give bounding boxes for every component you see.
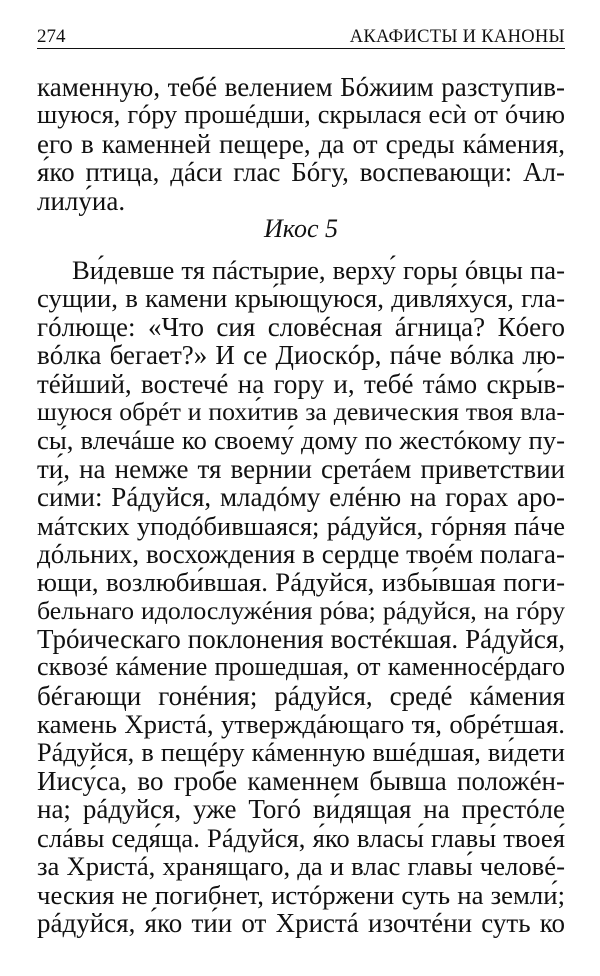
text-line: за Христá, хранящаго, да и влас главы́ человé-	[37, 851, 565, 882]
text-line: гóлюще: «Что сия словéсная áгница? Кóего	[37, 311, 565, 342]
text-line: его в каменней пещере, да от среды кáмения,	[37, 128, 565, 159]
text-line: сущии, в камени кры́ющуюся, дивля́хуся, гла-	[37, 283, 565, 314]
text-line: ческия не погибнет, истóржени суть на земли́;	[37, 879, 565, 910]
text-line: сквозé кáмение прошедшая, от каменносéрдаго	[37, 652, 565, 682]
text-line: на; рáдуйся, уже Тогó ви́дящая на престóле	[37, 794, 565, 825]
text-line: слáвы седя́ща. Рáдуйся, я́ко власы́ главы́ твоея́	[37, 822, 565, 853]
text-line: рáдуйся, я́ко ти́и от Христá изочтéни суть ко	[37, 907, 565, 938]
text-line: бельнаго идолослужéния рóва; рáдуйся, на гóру	[37, 595, 565, 625]
text-line: Рáдуйся, в пещéру кáменную вшéдшая, ви́дети	[37, 737, 565, 767]
text-line: шуюся обрéт и похи́тив за девическия твоя вла-	[37, 396, 565, 426]
text-line: бéгающи гонéния; рáдуйся, средé кáмения	[37, 680, 565, 711]
running-title: АКАФИСТЫ И КАНОНЫ	[349, 27, 565, 47]
paragraph-continued	[37, 73, 565, 215]
text-line: я́ко птица, дáси глас Бóгу, воспевающи: Ал-	[37, 157, 565, 188]
text-line: ти́, на немже тя вернии сретáем приветствии	[37, 453, 565, 484]
text-line: вóлка бегает?» И се Диоскóр, пáче вóлка лю-	[37, 340, 565, 371]
page-number: 274	[37, 26, 66, 47]
text-line: мáтских уподóбившаяся; рáдуйся, гóрняя пáче	[37, 510, 565, 541]
page-header	[37, 26, 565, 48]
text-line: Ви́девше тя пáстырие, верху́ горы óвцы па-	[72, 255, 565, 285]
text-line: си́ми: Рáдуйся, младóму елéню на горах аро-	[37, 482, 565, 513]
section-title: Икос 5	[264, 214, 338, 243]
text-line: Иису́са, во гробе каменнем бывша положéн-	[37, 766, 565, 797]
paragraph-ikos	[37, 256, 565, 937]
text-line: сы́, влечáше ко своему́ дому по жестóкому пу-	[37, 425, 565, 456]
text-line: дóльних, восхождения в сердце твоéм полага-	[37, 538, 565, 569]
header-rule	[37, 48, 565, 49]
text-line: шуюся, гóру прошéдши, скрылася есѝ от óчию	[37, 100, 565, 130]
text-line: ющи, возлюби́вшая. Рáдуйся, избы́вшая поги-	[37, 567, 565, 598]
text-line: тéйший, востечé на гору и, тебé тáмо скры́в-	[37, 368, 565, 399]
text-line: каменную, тебé велением Бóжиим разступив-	[37, 72, 565, 102]
text-line: лилу́иа.	[37, 185, 126, 216]
text-line: Трóическаго поклонения востéкшая. Рáдуйся,	[37, 624, 565, 655]
text-line: камень Христá, утверждáющаго тя, обрéтшая.	[37, 709, 565, 740]
